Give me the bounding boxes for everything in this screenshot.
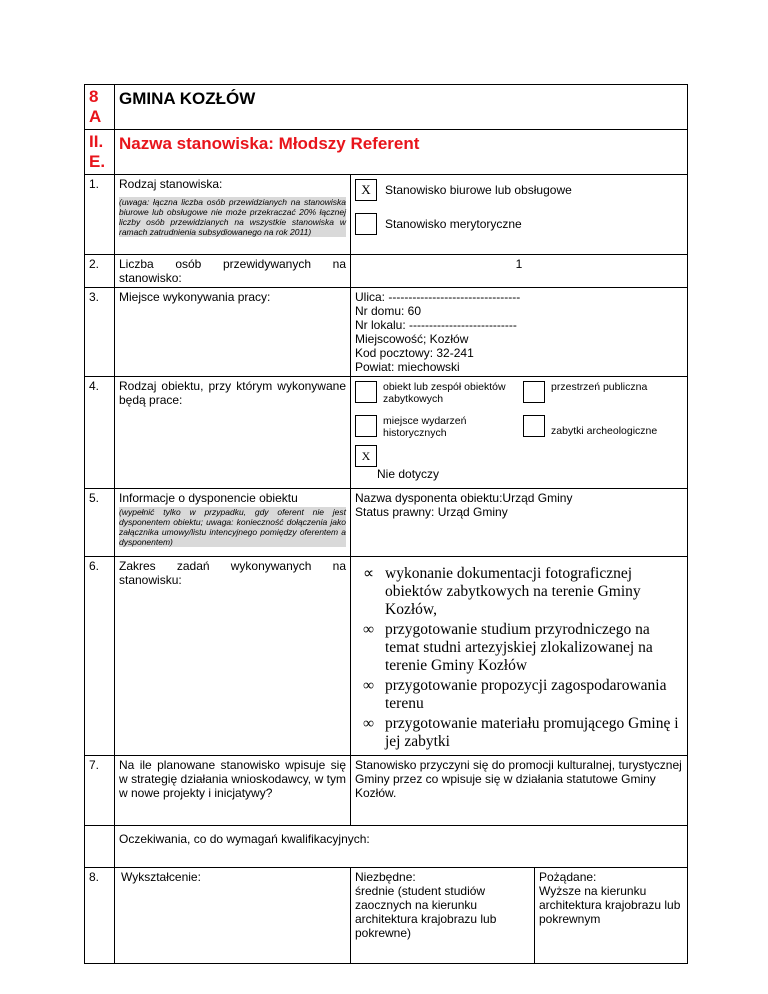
public-space-checkbox[interactable] <box>523 381 545 403</box>
position-title: Nazwa stanowiska: Młodszy Referent <box>119 134 420 153</box>
office-option-label: Stanowisko biurowe lub obsługowe <box>385 183 572 197</box>
address-postal-code: Kod pocztowy: 32-241 <box>355 346 474 360</box>
section-letter: A <box>89 107 102 126</box>
subsection-roman: II. <box>89 132 104 151</box>
option-office[interactable] <box>355 179 683 201</box>
row-number: 1. <box>85 175 115 255</box>
position-type-label-cell <box>115 175 351 255</box>
position-title-cell <box>115 130 688 175</box>
header-number-cell <box>85 85 115 130</box>
headcount-label: Liczba osób przewidywanych na stanowisko: <box>115 255 351 288</box>
row-number: 4. <box>85 377 115 489</box>
municipality-cell <box>115 85 688 130</box>
municipality-title: GMINA KOZŁÓW <box>119 89 256 108</box>
row-number: 8. <box>85 868 115 964</box>
education-preferred-title: Pożądane: <box>539 870 597 884</box>
row-number: 3. <box>85 288 115 377</box>
education-required-title: Niezbędne: <box>355 870 416 884</box>
heritage-checkbox[interactable] <box>355 381 377 403</box>
address-town: Miejscowość; Kozłów <box>355 332 469 346</box>
address-house-number: Nr domu: 60 <box>355 304 422 318</box>
not-applicable-label: Nie dotyczy <box>377 467 440 481</box>
subsection-letter: E. <box>89 152 106 171</box>
form-page <box>84 84 687 964</box>
education-preferred-cell <box>535 868 688 964</box>
qualifications-heading: Oczekiwania, co do wymagań kwalifikacyjnych: <box>115 826 688 868</box>
row-number: 2. <box>85 255 115 288</box>
strategy-fit-label: Na ile planowane stanowisko wpisuje się w strategię działania wnioskodawcy, w tym w nowe projekty i inicjatywy? <box>115 756 351 826</box>
section-number: 8 <box>89 87 99 106</box>
duty-item: ∝ wykonanie dokumentacji fotograficznej obiektów zabytkowych na terenie Gminy Kozłów, <box>363 565 641 618</box>
education-label: Wykształcenie: <box>115 868 351 964</box>
subsection-number-cell <box>85 130 115 175</box>
not-applicable-checkbox[interactable]: X <box>355 445 377 467</box>
education-required-cell <box>351 868 535 964</box>
address-street: Ulica: --------------------------------- <box>355 290 521 304</box>
option-heritage-objects[interactable] <box>355 381 515 405</box>
heritage-label: obiekt lub zespół obiektów zabytkowych <box>383 381 506 405</box>
owner-status: Status prawny: Urząd Gminy <box>355 505 508 519</box>
position-type-options <box>351 175 688 255</box>
address-county: Powiat: miechowski <box>355 360 460 374</box>
workplace-label: Miejsce wykonywania pracy: <box>115 288 351 377</box>
duty-item: ∞ przygotowanie materiału promującego Gminę i jej zabytki <box>363 715 679 750</box>
position-type-note: (uwaga: łączna liczba osób przewidzianych na stanowiska biurowe lub obsługowe nie może przekraczać 20% łącznej liczby osób przewidzianych na wszystkie stanowiska w ramach zatrudnienia subsydiowanego na rok 2011) <box>119 197 346 237</box>
education-preferred: Wyższe na kierunku architektura krajobrazu lub pokrewnym <box>539 884 681 926</box>
duties-list <box>355 565 683 751</box>
application-form-table <box>84 84 688 964</box>
education-required: średnie (student studiów zaocznych na kierunku architektura krajobrazu lub pokrewne) <box>355 884 497 940</box>
duties-list-cell <box>351 557 688 756</box>
object-type-options <box>351 377 688 489</box>
row-number: 7. <box>85 756 115 826</box>
option-archaeology[interactable] <box>523 415 683 439</box>
archaeology-label: zabytki archeologiczne <box>551 425 658 437</box>
duty-item: ∞ przygotowanie propozycji zagospodarowania terenu <box>363 677 667 712</box>
archaeology-checkbox[interactable] <box>523 415 545 437</box>
owner-info-label-cell <box>115 489 351 557</box>
substantive-checkbox[interactable] <box>355 213 377 235</box>
option-public-space[interactable] <box>523 381 683 405</box>
duty-item: ∞ przygotowanie studium przyrodniczego na temat studni artezyjskiej zlokalizowanej na terenie Gminy Kozłów <box>363 621 653 674</box>
headcount-value: 1 <box>351 255 688 288</box>
office-checkbox[interactable]: X <box>355 179 377 201</box>
substantive-option-label: Stanowisko merytoryczne <box>385 217 522 231</box>
historic-sites-label: miejsce wydarzeń historycznych <box>383 415 467 439</box>
row-number: 6. <box>85 557 115 756</box>
address-unit-number: Nr lokalu: --------------------------- <box>355 318 517 332</box>
owner-name: Nazwa dysponenta obiektu:Urząd Gminy <box>355 491 573 505</box>
option-substantive[interactable] <box>355 213 683 235</box>
owner-info-note: (wypełnić tylko w przypadku, gdy oferent nie jest dysponentem obiektu; uwaga: konieczność dołączenia jako załącznika umowy/listu intencyjnego pomiędzy oferentem a dysponentem) <box>119 507 346 547</box>
empty-cell <box>85 826 115 868</box>
option-historic-sites[interactable] <box>355 415 515 439</box>
historic-sites-checkbox[interactable] <box>355 415 377 437</box>
object-type-label: Rodzaj obiektu, przy którym wykonywane będą prace: <box>115 377 351 489</box>
owner-info-values <box>351 489 688 557</box>
strategy-fit-value: Stanowisko przyczyni się do promocji kulturalnej, turystycznej Gminy przez co wpisuje się w działania statutowe Gminy Kozłów. <box>351 756 688 826</box>
option-not-applicable[interactable] <box>355 445 683 481</box>
duties-label: Zakres zadań wykonywanych na stanowisku: <box>115 557 351 756</box>
position-type-label: Rodzaj stanowiska: <box>119 177 223 191</box>
workplace-address <box>351 288 688 377</box>
owner-info-label: Informacje o dysponencie obiektu <box>119 491 298 505</box>
public-space-label: przestrzeń publiczna <box>551 381 648 393</box>
row-number: 5. <box>85 489 115 557</box>
